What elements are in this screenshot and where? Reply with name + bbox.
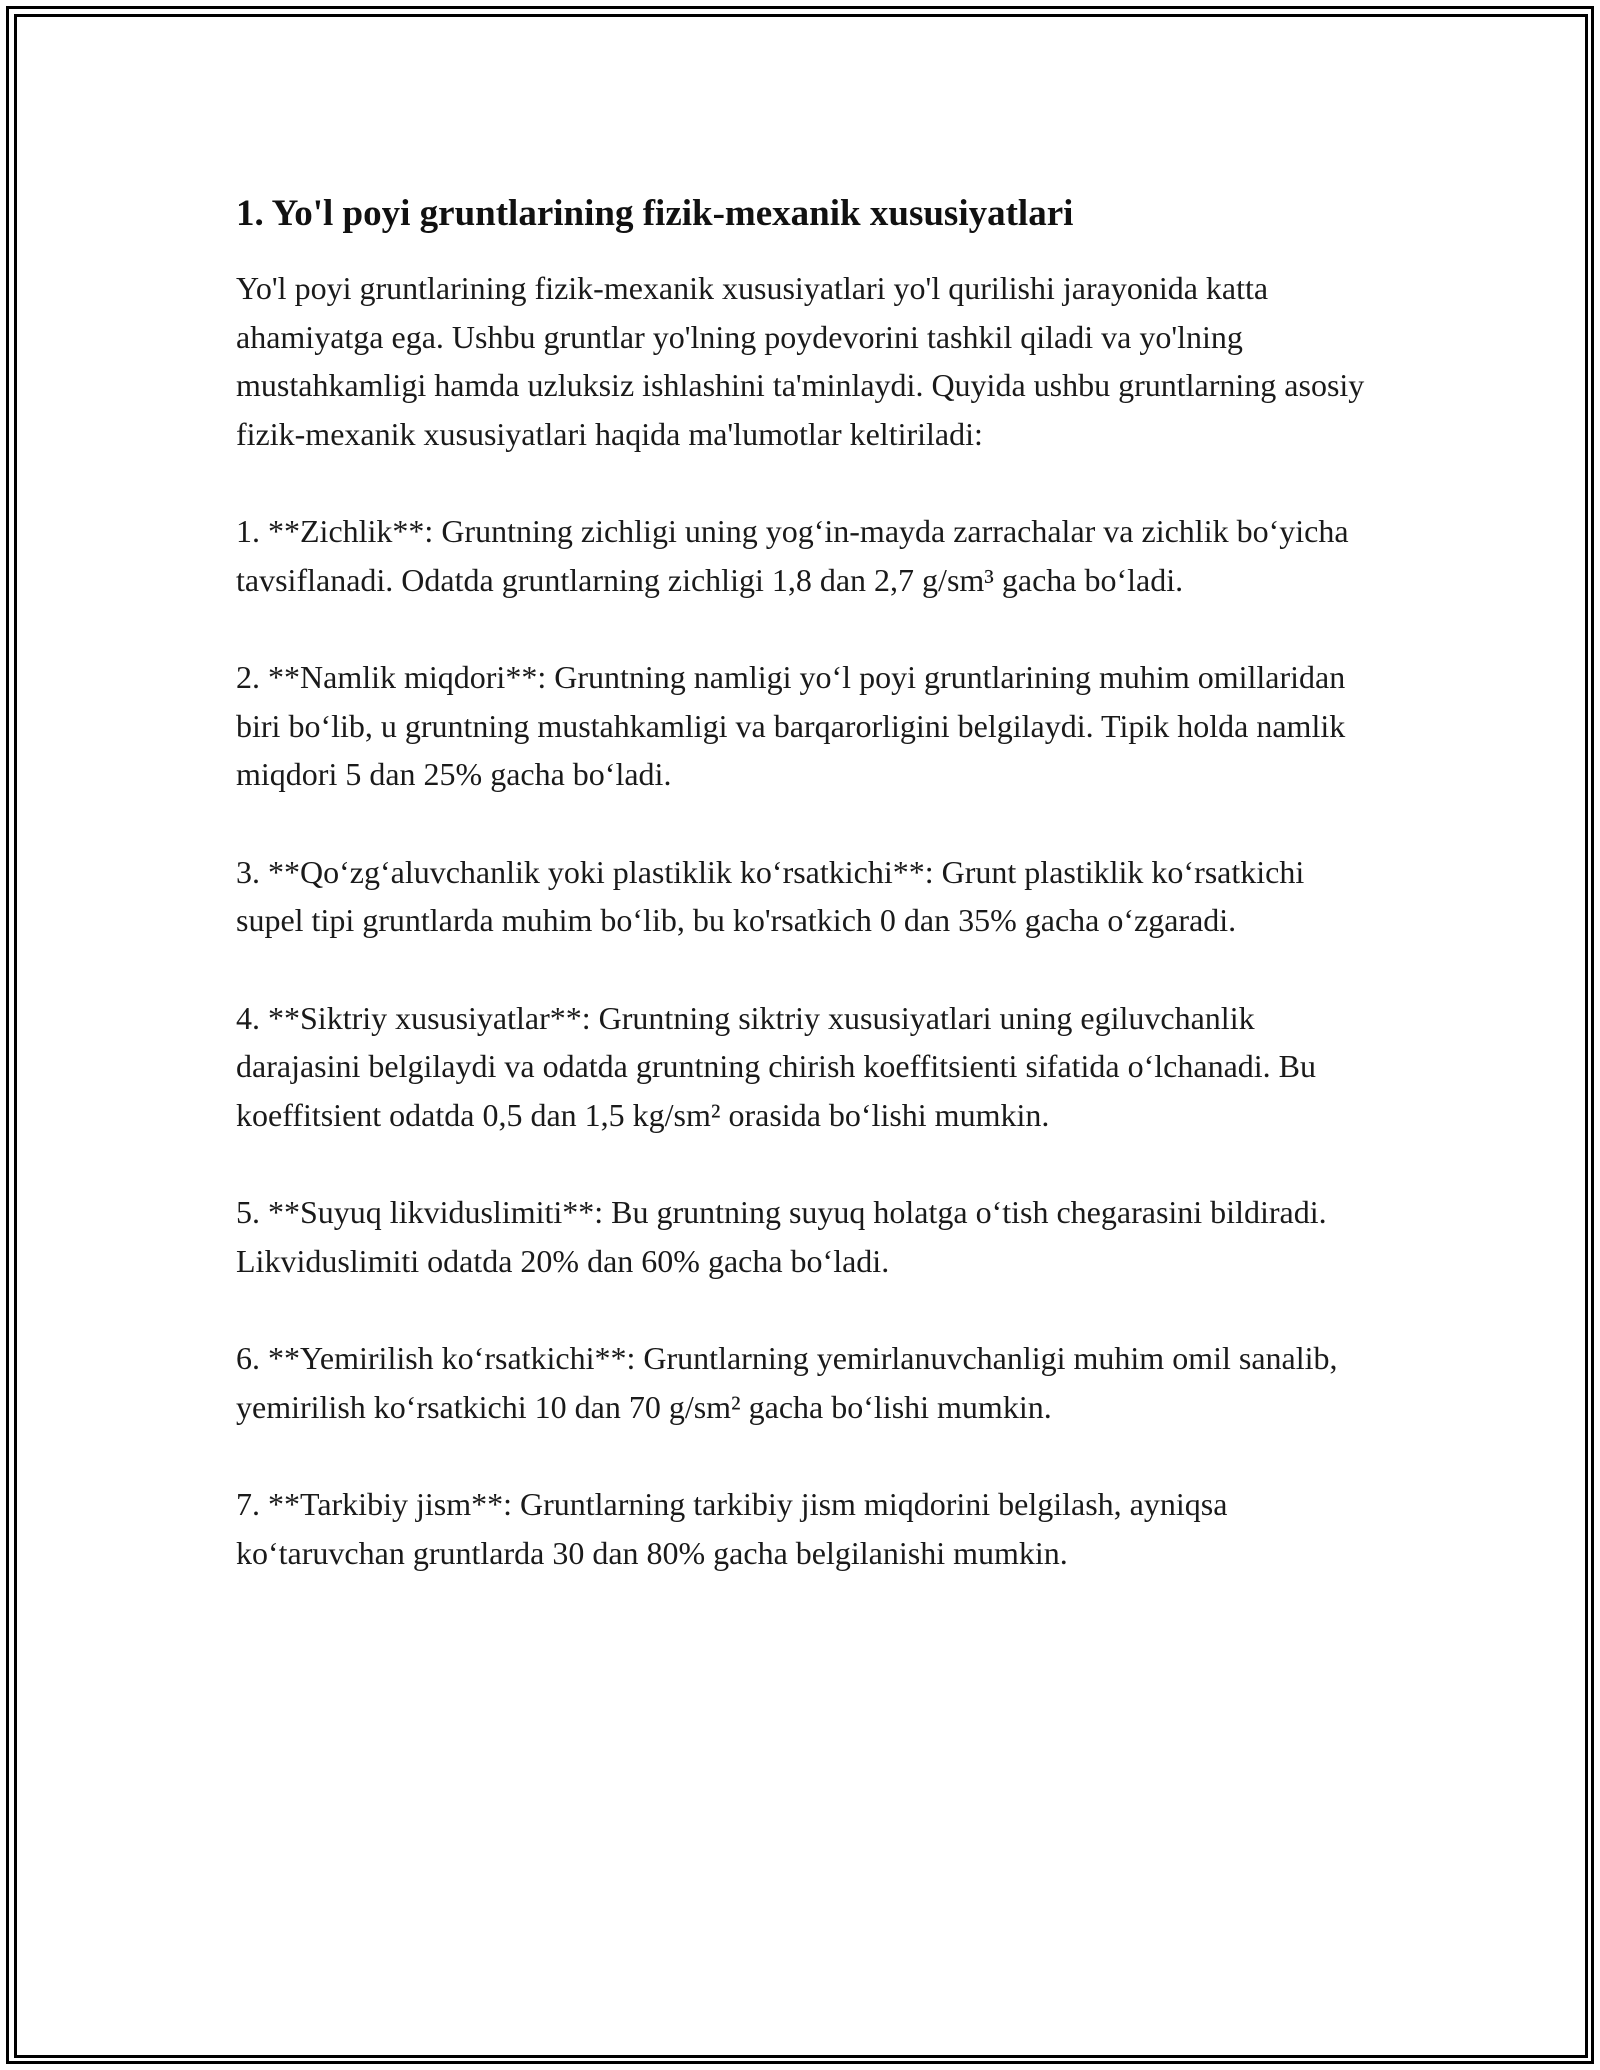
document-body bbox=[236, 186, 1376, 1626]
section-heading: 1. Yo'l poyi gruntlarining fizik-mexanik xususiyatlari bbox=[236, 193, 1074, 234]
list-item-plasticity: 3. **Qo‘zg‘aluvchanlik yoki plastiklik ko‘rsatkichi**: Grunt plastiklik ko‘rsatkichi supel tipi gruntlarda muhim bo‘lib, bu ko'rsatkich 0 dan 35% gacha o‘zgaradi. bbox=[236, 853, 1305, 938]
list-item-liquid-limit: 5. **Suyuq likviduslimiti**: Bu gruntning suyuq holatga o‘tish chegarasini bildiradi. Likviduslimiti odatda 20% dan 60% gacha bo‘ladi. bbox=[236, 1194, 1327, 1279]
list-item-composition: 7. **Tarkibiy jism**: Gruntlarning tarkibiy jism miqdorini belgilash, ayniqsa ko‘taruvchan gruntlarda 30 dan 80% gacha belgilanishi mumkin. bbox=[236, 1486, 1228, 1571]
intro-paragraph: Yo'l poyi gruntlarining fizik-mexanik xususiyatlari yo'l qurilishi jarayonida katta ahamiyatga ega. Ushbu gruntlar yo'lning poydevorini tashkil qiladi va yo'lning mustahkamligi hamda uzluksiz ishlashini ta'minlaydi. Quyida ushbu gruntlarning asosiy fizik-mexanik xususiyatlari haqida ma'lumotlar keltiriladi: bbox=[236, 270, 1365, 452]
list-item-compression: 4. **Siktriy xususiyatlar**: Gruntning siktriy xususiyatlari uning egiluvchanlik darajasini belgilaydi va odatda gruntning chirish koeffitsienti sifatida o‘lchanadi. Bu koeffitsient odatda 0,5 dan 1,5 kg/sm² orasida bo‘lishi mumkin. bbox=[236, 999, 1317, 1133]
list-item-moisture: 2. **Namlik miqdori**: Gruntning namligi yo‘l poyi gruntlarining muhim omillaridan biri bo‘lib, u gruntning mustahkamligi va barqarorligini belgilaydi. Tipik holda namlik miqdori 5 dan 25% gacha bo‘ladi. bbox=[236, 659, 1346, 792]
list-item-density: 1. **Zichlik**: Gruntning zichligi uning yog‘in-mayda zarrachalar va zichlik bo‘yicha tavsiflanadi. Odatda gruntlarning zichligi 1,8 dan 2,7 g/sm³ gacha bo‘ladi. bbox=[236, 513, 1349, 598]
list-item-erosion: 6. **Yemirilish ko‘rsatkichi**: Gruntlarning yemirlanuvchanligi muhim omil sanalib, yemirilish ko‘rsatkichi 10 dan 70 g/sm² gacha bo‘lishi mumkin. bbox=[236, 1340, 1338, 1425]
